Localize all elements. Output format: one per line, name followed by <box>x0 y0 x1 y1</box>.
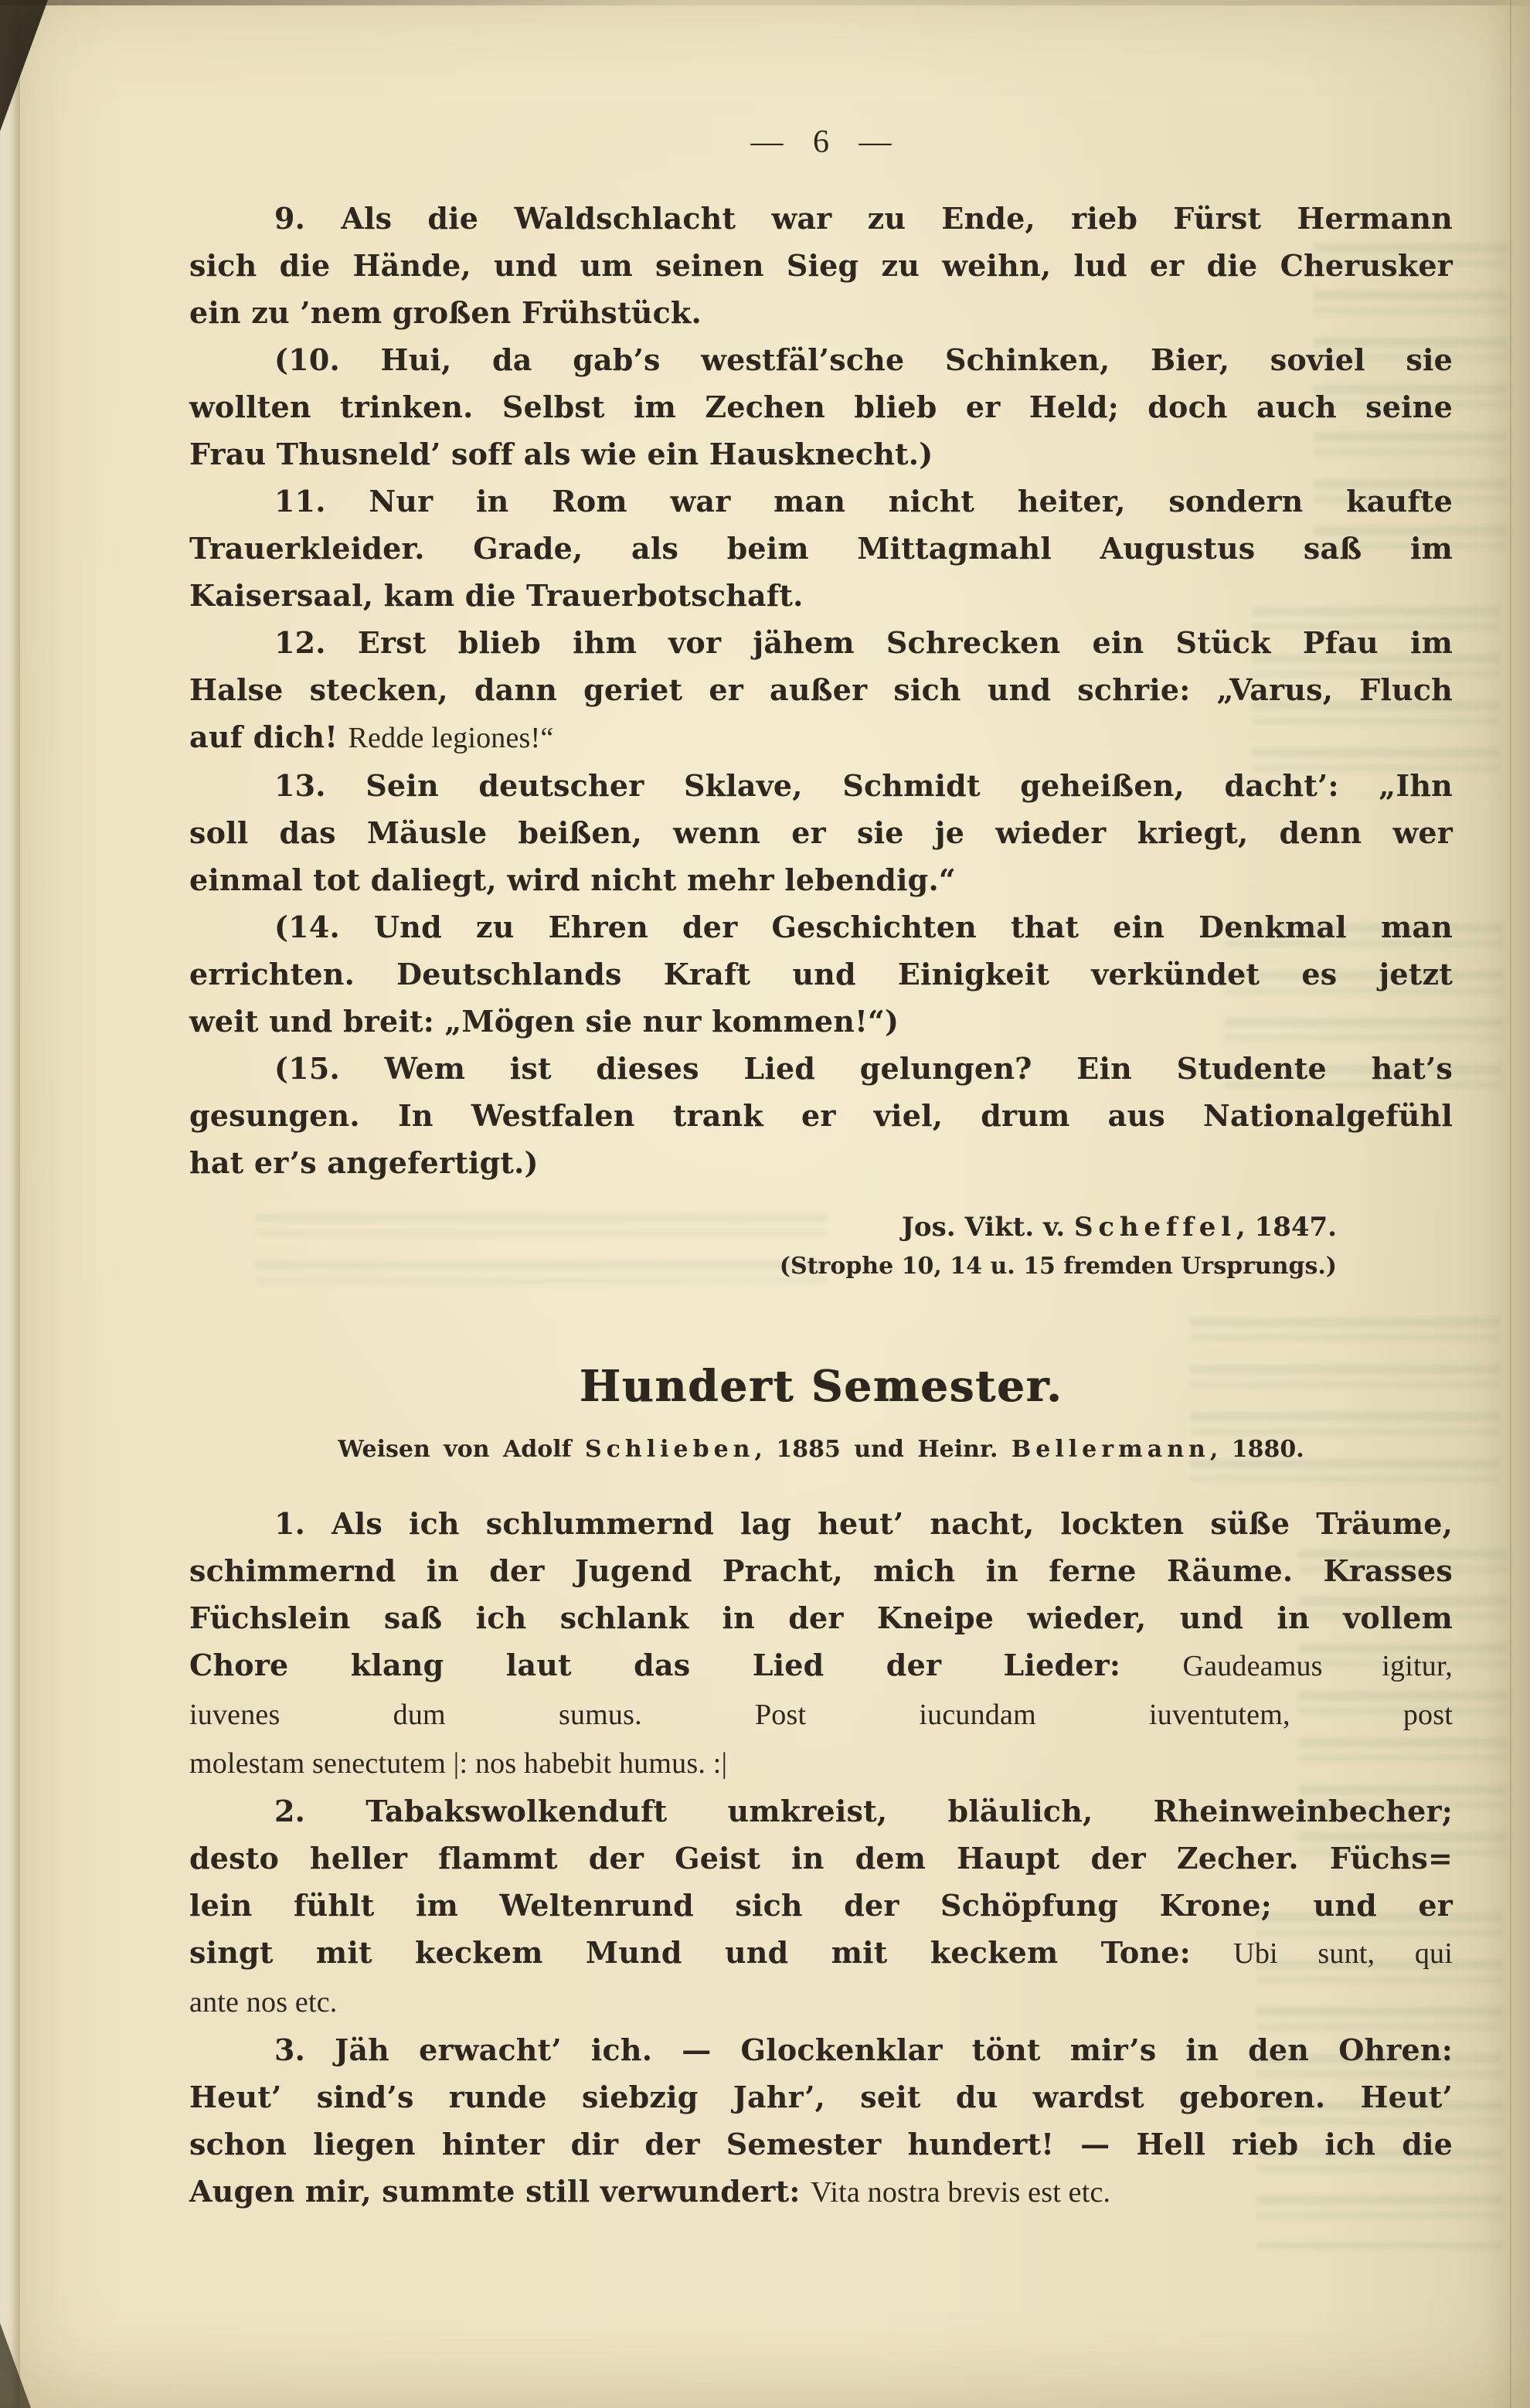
text-segment: , 1880. <box>1209 1436 1304 1463</box>
attribution-author <box>189 1206 1337 1248</box>
text-segment: 2. Tabakswolkenduft umkreist, bläulich, Rheinweinbecher; <box>274 1794 1453 1828</box>
text-line <box>189 1500 1453 1547</box>
text-segment: Ubi sunt, qui <box>1233 1937 1453 1970</box>
text-line <box>189 1547 1453 1594</box>
text-segment: 1. Als ich schlummernd lag heut’ nacht, lockten süße Träume, <box>274 1506 1453 1541</box>
attribution-block <box>189 1206 1453 1285</box>
text-segment: (14. Und zu Ehren der Geschichten that ein Denkmal man <box>274 910 1453 944</box>
verse-9-paragraph <box>189 195 1453 336</box>
page-left-edge <box>0 0 20 2408</box>
text-segment: Chore klang laut das Lied der Lieder: <box>189 1648 1183 1682</box>
text-line <box>189 1739 1453 1787</box>
text-line <box>189 998 1453 1045</box>
text-segment: , 1847. <box>1236 1212 1337 1243</box>
text-segment: hat er’s angefertigt.) <box>189 1145 539 1180</box>
song-ending-section <box>189 195 1453 1285</box>
text-line <box>189 666 1453 713</box>
verse-13-paragraph <box>189 762 1453 903</box>
verse-12-paragraph <box>189 619 1453 762</box>
text-segment: schimmernd in der Jugend Pracht, mich in ferne Räume. Krasses <box>189 1553 1453 1588</box>
page-number: — 6 — <box>750 124 892 160</box>
new-song-verses <box>189 1500 1453 2216</box>
text-line <box>189 1641 1453 1690</box>
text-segment: einmal tot daliegt, wird nicht mehr lebendig.“ <box>189 862 956 897</box>
text-segment: iuvenes dum sumus. Post iucundam iuventutem, post <box>189 1699 1453 1731</box>
text-segment: 11. Nur in Rom war man nicht heiter, sondern kaufte <box>274 484 1453 519</box>
page-right-edge-shadow <box>1485 0 1530 2408</box>
page-corner-shadow-top-left <box>0 0 48 131</box>
verse-3-paragraph <box>189 2026 1453 2216</box>
text-segment: Schlieben <box>584 1436 755 1463</box>
text-segment: lein fühlt im Weltenrund sich der Schöpfung Krone; und er <box>189 1888 1453 1923</box>
text-line <box>189 951 1453 998</box>
text-segment: errichten. Deutschlands Kraft und Einigkeit verkündet es jetzt <box>189 957 1453 991</box>
text-segment: Trauerkleider. Grade, als beim Mittagmahl Augustus saß im <box>189 531 1453 566</box>
text-segment: Weisen von Adolf <box>338 1436 585 1463</box>
text-line <box>189 1787 1453 1835</box>
text-segment: (15. Wem ist dieses Lied gelungen? Ein Studente hat’s <box>274 1051 1453 1086</box>
text-line <box>189 856 1453 903</box>
text-segment: singt mit keckem Mund und mit keckem Tone: <box>189 1935 1234 1970</box>
text-line <box>189 525 1453 572</box>
text-segment: Heut’ sind’s runde siebzig Jahr’, seit du wardst geboren. Heut’ <box>189 2080 1453 2114</box>
text-line <box>189 619 1453 666</box>
text-line <box>189 1139 1453 1186</box>
text-line <box>189 2168 1453 2216</box>
text-segment: Bellermann <box>1011 1436 1210 1463</box>
verse-2-paragraph <box>189 1787 1453 2026</box>
page-cut-line <box>1510 0 1511 2408</box>
text-line <box>189 336 1453 383</box>
verse-11-paragraph <box>189 478 1453 619</box>
text-segment: molestam senectutem |: nos habebit humus. :| <box>189 1747 728 1780</box>
text-line <box>189 2121 1453 2168</box>
text-line <box>189 2026 1453 2073</box>
text-segment: schon liegen hinter dir der Semester hundert! — Hell rieb ich die <box>189 2127 1453 2161</box>
page-content <box>189 195 1453 2216</box>
text-segment: 3. Jäh erwacht’ ich. — Glockenklar tönt mir’s in den Ohren: <box>274 2032 1453 2067</box>
text-segment: sich die Hände, und um seinen Sieg zu weihn, lud er die Cherusker <box>189 248 1453 283</box>
text-segment: Vita nostra brevis est etc. <box>810 2176 1111 2209</box>
text-line <box>189 478 1453 525</box>
text-segment: Frau Thusneld’ soff als wie ein Hausknecht.) <box>189 437 933 471</box>
text-line <box>189 903 1453 951</box>
text-line <box>189 1978 1453 2026</box>
text-segment: weit und breit: „Mögen sie nur kommen!“) <box>189 1004 899 1039</box>
text-line <box>189 289 1453 336</box>
text-segment: , 1885 und Heinr. <box>754 1436 1012 1463</box>
text-segment: soll das Mäusle beißen, wenn er sie je wieder kriegt, denn wer <box>189 815 1453 850</box>
text-segment: Jos. Vikt. v. <box>901 1212 1075 1243</box>
song-title: Hundert Semester. <box>579 1361 1063 1412</box>
text-line <box>189 2073 1453 2121</box>
text-segment: Augen mir, summte still verwundert: <box>189 2174 811 2209</box>
text-line <box>189 1092 1453 1139</box>
text-segment: ein zu ’nem großen Frühstück. <box>189 295 702 330</box>
text-line <box>189 1882 1453 1929</box>
verse-14-paragraph <box>189 903 1453 1045</box>
text-segment: desto heller flammt der Geist in dem Haupt der Zecher. Füchs= <box>189 1841 1453 1876</box>
text-line <box>189 242 1453 289</box>
text-segment: 13. Sein deutscher Sklave, Schmidt geheißen, dacht’: „Ihn <box>274 768 1453 803</box>
text-line <box>189 383 1453 430</box>
text-segment: (10. Hui, da gab’s westfäl’sche Schinken, Bier, soviel sie <box>274 342 1453 377</box>
text-segment: Scheffel <box>1074 1212 1236 1243</box>
text-segment: 9. Als die Waldschlacht war zu Ende, rieb Fürst Hermann <box>274 201 1453 236</box>
song-subtitle <box>189 1432 1453 1468</box>
text-line <box>189 1835 1453 1882</box>
text-segment: Redde legiones!“ <box>348 722 554 754</box>
text-segment: Füchslein saß ich schlank in der Kneipe wieder, und in vollem <box>189 1600 1453 1635</box>
text-segment: auf dich! <box>189 719 348 754</box>
text-line <box>189 1045 1453 1092</box>
text-line <box>189 762 1453 809</box>
text-line <box>189 809 1453 856</box>
verse-10-paragraph <box>189 336 1453 478</box>
text-line <box>189 430 1453 478</box>
verse-1-paragraph <box>189 1500 1453 1787</box>
text-segment: Kaisersaal, kam die Trauerbotschaft. <box>189 578 804 613</box>
text-line <box>189 572 1453 619</box>
text-segment: Gaudeamus igitur, <box>1182 1650 1454 1682</box>
text-segment: wollten trinken. Selbst im Zechen blieb er Held; doch auch seine <box>189 389 1453 424</box>
text-line <box>189 1929 1453 1978</box>
page-top-edge-shadow <box>0 0 1530 5</box>
new-song-section <box>189 1355 1453 2216</box>
text-segment: 12. Erst blieb ihm vor jähem Schrecken ein Stück Pfau im <box>274 625 1453 660</box>
text-line <box>189 1690 1453 1739</box>
text-line <box>189 1594 1453 1641</box>
verse-15-paragraph <box>189 1045 1453 1186</box>
text-segment: Halse stecken, dann geriet er außer sich und schrie: „Varus, Fluch <box>189 672 1453 707</box>
text-line <box>189 713 1453 762</box>
text-segment: ante nos etc. <box>189 1986 338 2019</box>
attribution-note: (Strophe 10, 14 u. 15 fremden Ursprungs.) <box>779 1253 1337 1280</box>
text-segment: gesungen. In Westfalen trank er viel, drum aus Nationalgefühl <box>189 1098 1453 1133</box>
text-line <box>189 195 1453 242</box>
